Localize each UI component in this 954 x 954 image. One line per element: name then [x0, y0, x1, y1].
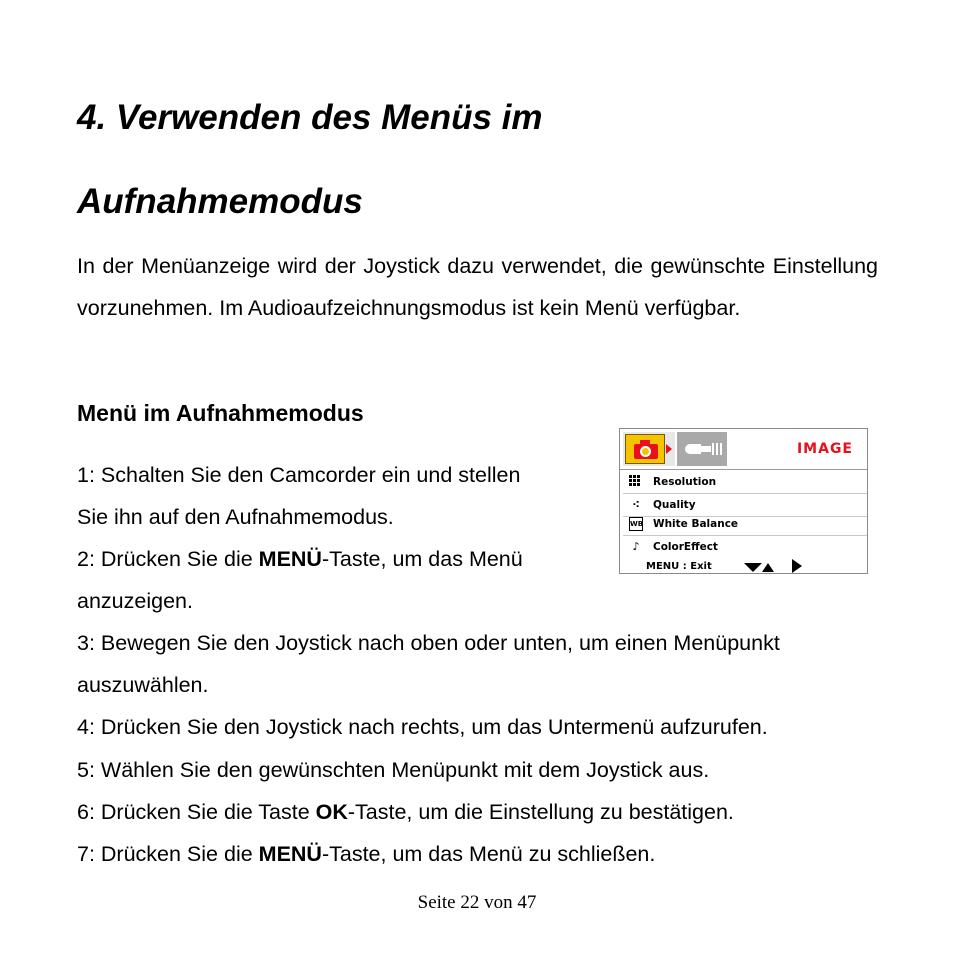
settings-tab — [677, 432, 727, 466]
resolution-icon — [629, 475, 643, 489]
menu-header — [620, 429, 867, 470]
menu-title: IMAGE — [796, 441, 853, 457]
step-6 — [77, 798, 734, 826]
step-1-line-1: 1: Schalten Sie den Camcorder ein und stellen — [77, 463, 521, 487]
menu-item-resolution — [623, 471, 867, 494]
step-2-text: 2: Drücken Sie die — [77, 547, 259, 571]
step-6-text-end: -Taste, um die Einstellung zu bestätigen. — [347, 800, 734, 824]
step-3-line-2: auszuwählen. — [77, 673, 209, 697]
menu-key-label: MENÜ — [258, 547, 322, 571]
tab-selector-arrow-icon — [666, 444, 672, 454]
step-5: 5: Wählen Sie den gewünschten Menüpunkt mit dem Joystick aus. — [77, 758, 710, 782]
menu-item-label: Quality — [653, 499, 696, 511]
wrench-icon-shaft — [699, 446, 711, 452]
step-7-text: 7: Drücken Sie die — [77, 842, 259, 866]
navigation-arrows — [744, 559, 814, 573]
camera-lens-icon — [640, 446, 651, 457]
intro-paragraph: In der Menüanzeige wird der Joystick dazu verwendet, die gewünschte Einstellung vorzunehmen. Im Audioaufzeichnungsmodus ist kein Menü verfügbar. — [77, 254, 878, 320]
step-2-line-2: anzuzeigen. — [77, 589, 193, 613]
step-1-line-2: Sie ihn auf den Aufnahmemodus. — [77, 505, 394, 529]
menu-item-label: Resolution — [653, 476, 717, 488]
step-2-line-1 — [77, 545, 523, 573]
arrow-right-icon — [792, 559, 802, 573]
menu-exit-hint: MENU : Exit — [646, 561, 712, 572]
step-3-line-1: 3: Bewegen Sie den Joystick nach oben oder unten, um einen Menüpunkt — [77, 631, 780, 655]
color-effect-icon: ♪ — [632, 540, 640, 553]
section-heading: Menü im Aufnahmemodus — [77, 400, 364, 426]
quality-icon: ⁖ — [632, 498, 640, 511]
camera-menu-screenshot — [619, 428, 868, 574]
arrow-down-icon — [744, 563, 762, 572]
page-title-line-1: 4. Verwenden des Menüs im — [77, 98, 543, 137]
page-number: Seite 22 von 47 — [417, 892, 537, 913]
step-6-text: 6: Drücken Sie die Taste — [77, 800, 316, 824]
camera-tab-highlight — [625, 434, 665, 464]
white-balance-icon: WB — [629, 517, 643, 531]
menu-item-color-effect — [623, 536, 867, 558]
ok-key-label: OK — [315, 800, 348, 824]
step-7-text-end: -Taste, um das Menü zu schließen. — [321, 842, 656, 866]
menu-item-white-balance — [623, 513, 867, 536]
menu-item-label: ColorEffect — [653, 541, 718, 553]
step-7 — [77, 840, 655, 868]
page-title-line-2: Aufnahmemodus — [77, 182, 363, 221]
camera-tab — [623, 432, 675, 466]
menu-key-label-2: MENÜ — [258, 842, 322, 866]
arrow-up-icon — [762, 563, 774, 572]
menu-item-label: White Balance — [653, 518, 739, 530]
step-4: 4: Drücken Sie den Joystick nach rechts, um das Untermenü aufzurufen. — [77, 715, 768, 739]
wrench-icon-teeth — [712, 443, 714, 455]
step-2-text-end: -Taste, um das Menü — [321, 547, 523, 571]
